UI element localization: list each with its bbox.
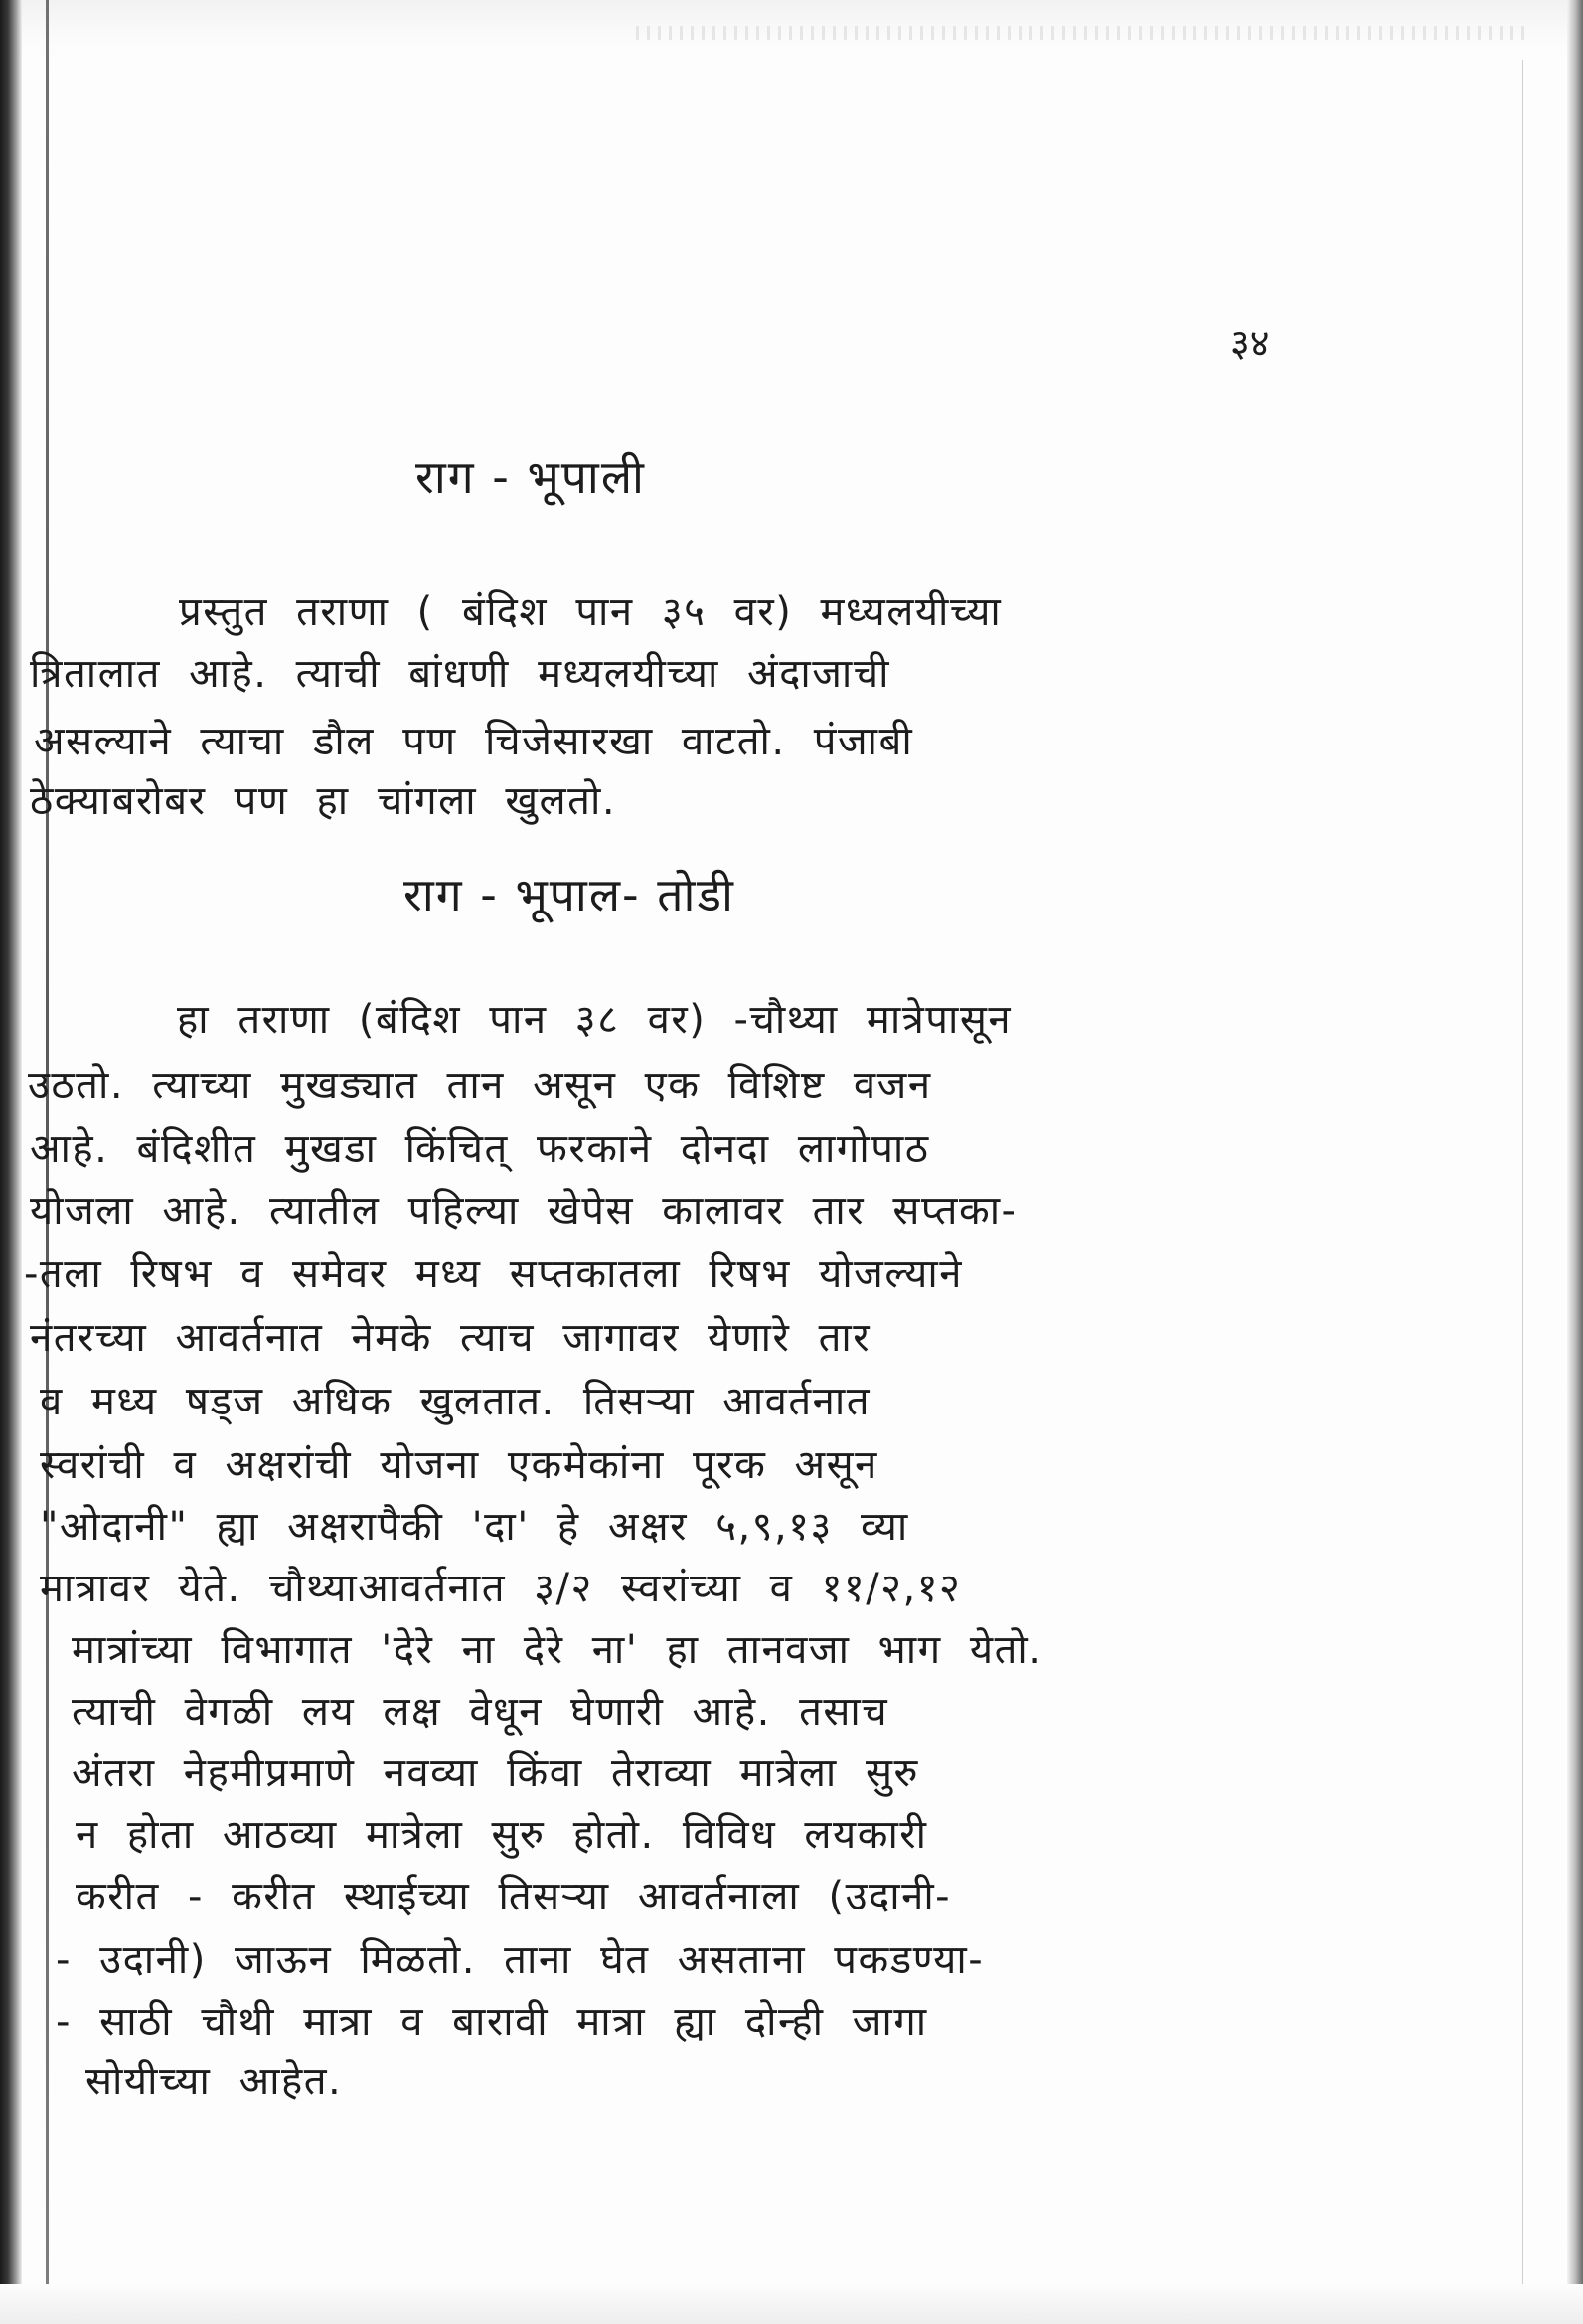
paragraph-line: - उदानी) जाऊन मिळतो. ताना घेत असताना पकडण्या-: [56, 1937, 985, 1983]
paragraph-line: अंतरा नेहमीप्रमाणे नवव्या किंवा तेराव्या मात्रेला सुरु: [72, 1750, 919, 1796]
paragraph-line: - साठी चौथी मात्रा व बारावी मात्रा ह्या दोन्ही जागा: [56, 1999, 928, 2045]
paragraph-line: असल्याने त्याचा डौल पण चिजेसारखा वाटतो. पंजाबी: [34, 719, 914, 764]
scan-speckle: [636, 26, 1530, 40]
page-bottom-edge: [0, 2284, 1583, 2324]
paragraph-line: स्वरांची व अक्षरांची योजना एकमेकांना पूरक असून: [40, 1442, 878, 1488]
paragraph-line: उठतो. त्याच्या मुखड्यात तान असून एक विशिष्ट वजन: [28, 1063, 932, 1108]
paragraph-line: योजला आहे. त्यातील पहिल्या खेपेस कालावर तार सप्तका-: [30, 1188, 1018, 1234]
heading-raag-bhupal-todi: राग - भूपाल- तोडी: [403, 868, 735, 921]
paragraph-line: ठेक्याबरोबर पण हा चांगला खुलतो.: [30, 778, 617, 824]
paragraph-line: त्रितालात आहे. त्याची बांधणी मध्यलयीच्या अंदाजाची: [30, 651, 890, 697]
paragraph-line: त्याची वेगळी लय लक्ष वेधून घेणारी आहे. तसाच: [72, 1689, 889, 1735]
paragraph-line: मात्रावर येते. चौथ्याआवर्तनात ३/२ स्वरांच्या व ११/२,१२: [40, 1566, 962, 1611]
paragraph-line: -तला रिषभ व समेवर मध्य सप्तकातला रिषभ योजल्याने: [24, 1251, 963, 1297]
page-number: ३४: [1230, 321, 1270, 365]
page-right-edge: [1567, 0, 1583, 2324]
paragraph-line: आहे. बंदिशीत मुखडा किंचित् फरकाने दोनदा लागोपाठ: [30, 1126, 930, 1172]
paragraph-line: प्रस्तुत तराणा ( बंदिश पान ३५ वर) मध्यलयीच्या: [179, 589, 1003, 635]
paragraph-line: नंतरच्या आवर्तनात नेमके त्याच जागावर येणारे तार: [30, 1315, 871, 1361]
paragraph-line: हा तराणा (बंदिश पान ३८ वर) -चौथ्या मात्रेपासून: [177, 997, 1013, 1043]
paragraph-line: मात्रांच्या विभागात 'देरे ना देरे ना' हा तानवजा भाग येतो.: [72, 1627, 1043, 1673]
page-right-margin-line: [1522, 60, 1523, 2296]
paragraph-line: सोयीच्या आहेत.: [85, 2059, 343, 2104]
paragraph-line: "ओदानी" ह्या अक्षरापैकी 'दा' हे अक्षर ५,९,१३ व्या: [40, 1504, 909, 1550]
paragraph-line: करीत - करीत स्थाईच्या तिसऱ्या आवर्तनाला (उदानी-: [76, 1874, 952, 1919]
page-left-edge: [0, 0, 22, 2324]
heading-raag-bhupali: राग - भूपाली: [415, 450, 646, 504]
paragraph-line: व मध्य षड्ज अधिक खुलतात. तिसऱ्या आवर्तनात: [40, 1379, 871, 1424]
paragraph-line: न होता आठव्या मात्रेला सुरु होतो. विविध लयकारी: [76, 1812, 928, 1858]
